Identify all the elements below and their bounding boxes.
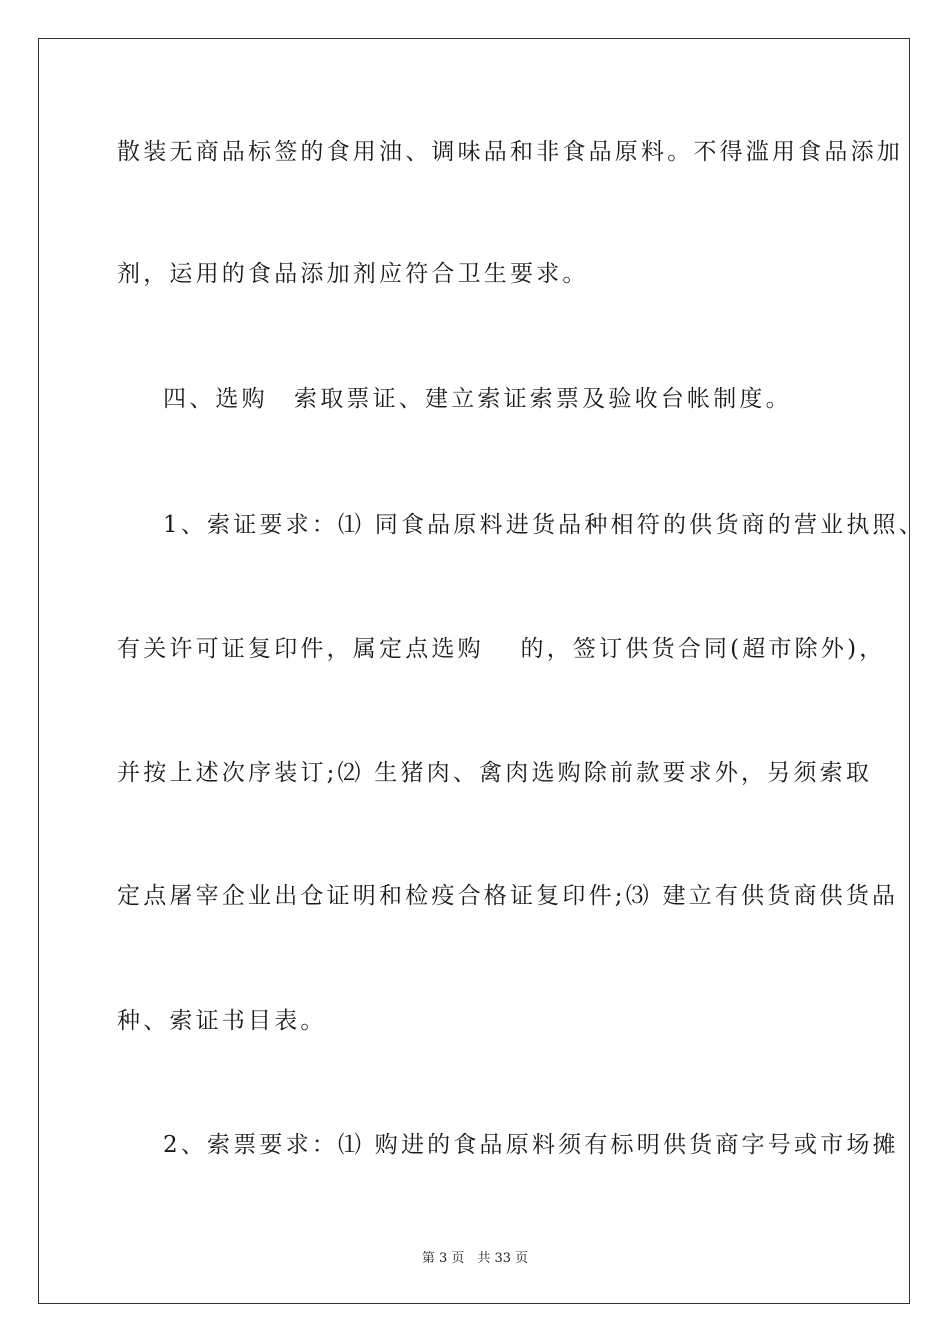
page-border: [38, 38, 910, 1304]
body-text-line: 2、索票要求：⑴ 购进的食品原料须有标明供货商字号或市场摊: [163, 1132, 899, 1158]
body-text-line: 剂，运用的食品添加剂应符合卫生要求。: [117, 261, 589, 287]
body-text-line: 有关许可证复印件，属定点选购 的，签订供货合同(超市除外)，: [117, 636, 886, 662]
page-number-footer: 第 3 页 共 33 页: [421, 1251, 529, 1266]
body-text-line: 种、索证书目表。: [117, 1008, 327, 1034]
section-heading: 四、选购 索取票证、建立索证索票及验收台帐制度。: [163, 386, 792, 412]
body-text-line: 散装无商品标签的食用油、调味品和非食品原料。不得滥用食品添加: [117, 139, 903, 165]
body-text-line: 并按上述次序装订;⑵ 生猪肉、禽肉选购除前款要求外，另须索取: [117, 760, 873, 786]
body-text-line: 定点屠宰企业出仓证明和检疫合格证复印件;⑶ 建立有供货商供货品: [117, 883, 899, 909]
body-text-line: 1、索证要求：⑴ 同食品原料进货品种相符的供货商的营业执照、: [163, 512, 925, 538]
